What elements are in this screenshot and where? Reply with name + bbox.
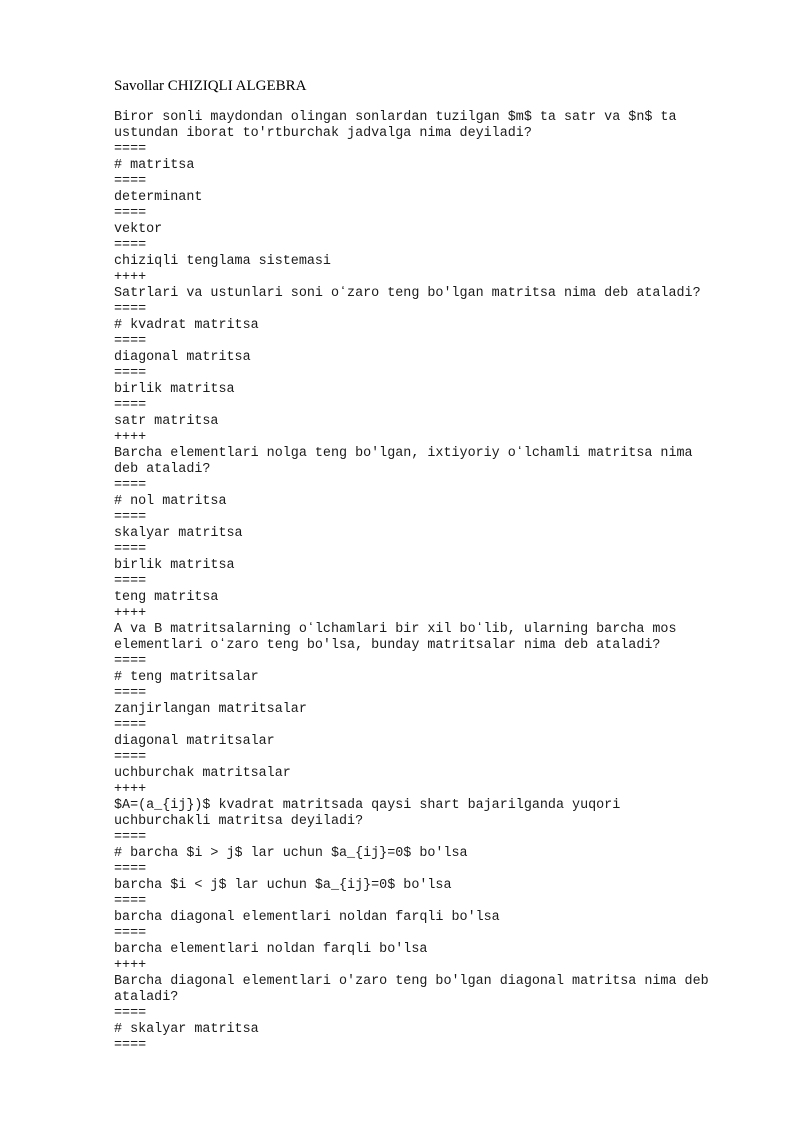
text-line: ==== (114, 478, 147, 493)
text-line: # matritsa (114, 158, 195, 173)
text-line: deb ataladi? (114, 462, 211, 477)
text-line: # skalyar matritsa (114, 1022, 259, 1037)
text-line: ==== (114, 654, 147, 669)
text-line: ==== (114, 894, 147, 909)
text-line: ++++ (114, 606, 147, 621)
text-line: ==== (114, 238, 147, 253)
text-line: barcha elementlari noldan farqli bo'lsa (114, 942, 428, 957)
text-line: uchburchakli matritsa deyiladi? (114, 814, 364, 829)
text-line: ataladi? (114, 990, 179, 1005)
text-line: ==== (114, 1038, 147, 1053)
text-line: Barcha elementlari nolga teng bo'lgan, ixtiyoriy oʻlchamli matritsa nima (114, 446, 693, 461)
text-line: diagonal matritsa (114, 350, 251, 365)
document-body (114, 110, 754, 1054)
text-line: satr matritsa (114, 414, 219, 429)
text-line: vektor (114, 222, 163, 237)
text-line: birlik matritsa (114, 382, 235, 397)
text-line: ==== (114, 142, 147, 157)
text-line: # kvadrat matritsa (114, 318, 259, 333)
text-line: ++++ (114, 270, 147, 285)
text-line: # nol matritsa (114, 494, 227, 509)
text-line: ==== (114, 366, 147, 381)
text-line: uchburchak matritsalar (114, 766, 291, 781)
text-line: elementlari oʻzaro teng bo'lsa, bunday matritsalar nima deb ataladi? (114, 638, 661, 653)
text-line: chiziqli tenglama sistemasi (114, 254, 331, 269)
text-line: teng matritsa (114, 590, 219, 605)
text-line: ==== (114, 398, 147, 413)
text-line: A va B matritsalarning oʻlchamlari bir xil boʻlib, ularning barcha mos (114, 622, 677, 637)
text-line: $A=(a_{ij})$ kvadrat matritsada qaysi shart bajarilganda yuqori (114, 798, 621, 813)
text-line: ==== (114, 574, 147, 589)
text-line: ==== (114, 510, 147, 525)
text-line: # barcha $i > j$ lar uchun $a_{ij}=0$ bo'lsa (114, 846, 468, 861)
text-line: ==== (114, 334, 147, 349)
text-line: ==== (114, 718, 147, 733)
document-title: Savollar CHIZIQLI ALGEBRA (114, 78, 307, 94)
text-line: zanjirlangan matritsalar (114, 702, 307, 717)
text-line: barcha $i < j$ lar uchun $a_{ij}=0$ bo'lsa (114, 878, 452, 893)
text-line: diagonal matritsalar (114, 734, 275, 749)
text-line: ustundan iborat to'rtburchak jadvalga nima deyiladi? (114, 126, 532, 141)
text-line: Satrlari va ustunlari soni oʻzaro teng bo'lgan matritsa nima deb ataladi? (114, 286, 701, 301)
text-line: # teng matritsalar (114, 670, 259, 685)
text-line: ++++ (114, 430, 147, 445)
text-line: ==== (114, 862, 147, 877)
text-line: ==== (114, 686, 147, 701)
text-line: ==== (114, 926, 147, 941)
text-line: birlik matritsa (114, 558, 235, 573)
text-line: ==== (114, 174, 147, 189)
text-line: skalyar matritsa (114, 526, 243, 541)
text-line: ==== (114, 302, 147, 317)
text-line: Barcha diagonal elementlari o'zaro teng bo'lgan diagonal matritsa nima deb (114, 974, 709, 989)
text-line: ==== (114, 830, 147, 845)
text-line: ++++ (114, 782, 147, 797)
text-line: Biror sonli maydondan olingan sonlardan tuzilgan $m$ ta satr va $n$ ta (114, 110, 677, 125)
text-line: ==== (114, 1006, 147, 1021)
text-line: determinant (114, 190, 203, 205)
text-line: ==== (114, 542, 147, 557)
text-line: barcha diagonal elementlari noldan farqli bo'lsa (114, 910, 500, 925)
text-line: ++++ (114, 958, 147, 973)
text-line: ==== (114, 206, 147, 221)
text-line: ==== (114, 750, 147, 765)
